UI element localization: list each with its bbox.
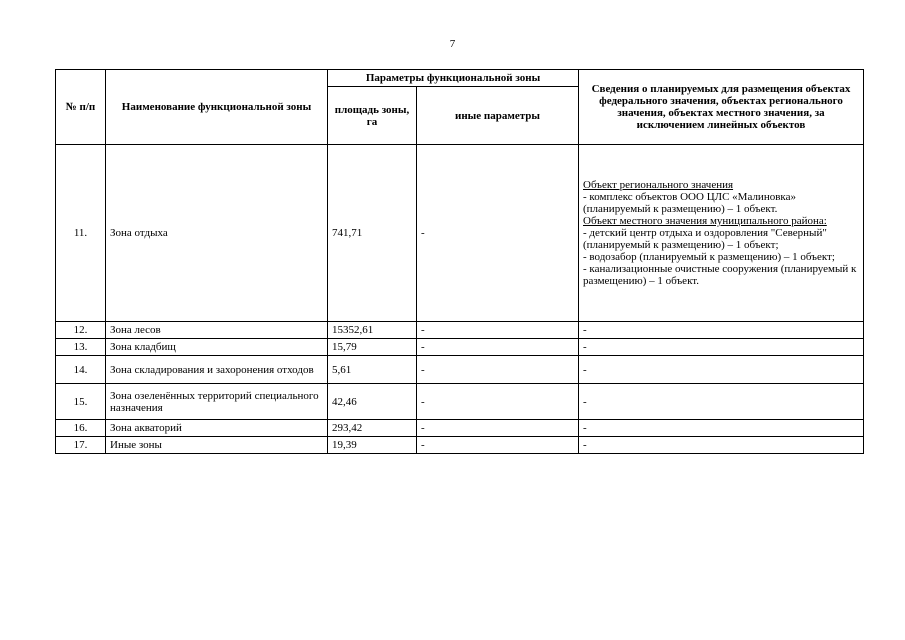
header-zone-parameters: Параметры функциональной зоны (328, 70, 579, 87)
zone-other-parameters: - (417, 384, 579, 420)
zone-other-parameters: - (417, 145, 579, 322)
info-item: - комплекс объектов ООО ЦЛС «Малиновка» (планируемый к размещению) – 1 объект. (583, 191, 796, 215)
header-other-parameters: иные параметры (417, 87, 579, 145)
row-number: 14. (56, 356, 106, 384)
zone-name: Зона отдыха (106, 145, 328, 322)
row-number: 16. (56, 420, 106, 437)
planned-objects-info: - (579, 384, 864, 420)
zone-name: Зона складирования и захоронения отходов (106, 356, 328, 384)
planned-objects-info: - (579, 356, 864, 384)
zone-name: Зона озеленённых территорий специального назначения (106, 384, 328, 420)
zone-other-parameters: - (417, 322, 579, 339)
table-row (56, 437, 864, 454)
zone-area: 19,39 (328, 437, 417, 454)
row-number: 13. (56, 339, 106, 356)
planned-objects-info (579, 145, 864, 322)
zone-name: Зона лесов (106, 322, 328, 339)
zone-area: 741,71 (328, 145, 417, 322)
header-num: № п/п (56, 70, 106, 145)
zone-name: Иные зоны (106, 437, 328, 454)
info-item: - канализационные очистные сооружения (планируемый к размещению) – 1 объект. (583, 263, 857, 287)
row-number: 15. (56, 384, 106, 420)
planned-objects-info: - (579, 437, 864, 454)
zone-name: Зона кладбищ (106, 339, 328, 356)
zone-other-parameters: - (417, 437, 579, 454)
page-number: 7 (449, 38, 456, 50)
zone-area: 42,46 (328, 384, 417, 420)
table-row (56, 384, 864, 420)
header-planned-objects-info: Сведения о планируемых для размещения объектах федерального значения, объектах регионального значения, объектах местного значения, за исключением линейных объектов (579, 70, 864, 145)
info-item: - детский центр отдыха и оздоровления "Северный" (планируемый к размещению) – 1 объект; (583, 227, 827, 251)
table-row (56, 322, 864, 339)
zone-area: 293,42 (328, 420, 417, 437)
planned-objects-info: - (579, 420, 864, 437)
zone-area: 15352,61 (328, 322, 417, 339)
header-zone-name: Наименование функциональной зоны (106, 70, 328, 145)
table-row (56, 356, 864, 384)
row-number: 17. (56, 437, 106, 454)
info-heading-regional: Объект регионального значения (583, 179, 734, 191)
table-row (56, 145, 864, 322)
planned-objects-info: - (579, 322, 864, 339)
header-area: площадь зоны, га (328, 87, 417, 145)
functional-zones-table (55, 69, 864, 454)
info-heading-local: Объект местного значения муниципального района: (583, 215, 827, 227)
zone-other-parameters: - (417, 356, 579, 384)
row-number: 11. (56, 145, 106, 322)
info-item: - водозабор (планируемый к размещению) – 1 объект; (583, 251, 835, 263)
zone-area: 15,79 (328, 339, 417, 356)
zone-area: 5,61 (328, 356, 417, 384)
zone-other-parameters: - (417, 420, 579, 437)
zone-name: Зона акваторий (106, 420, 328, 437)
row-number: 12. (56, 322, 106, 339)
planned-objects-info: - (579, 339, 864, 356)
zone-other-parameters: - (417, 339, 579, 356)
table-row (56, 339, 864, 356)
table-row (56, 420, 864, 437)
